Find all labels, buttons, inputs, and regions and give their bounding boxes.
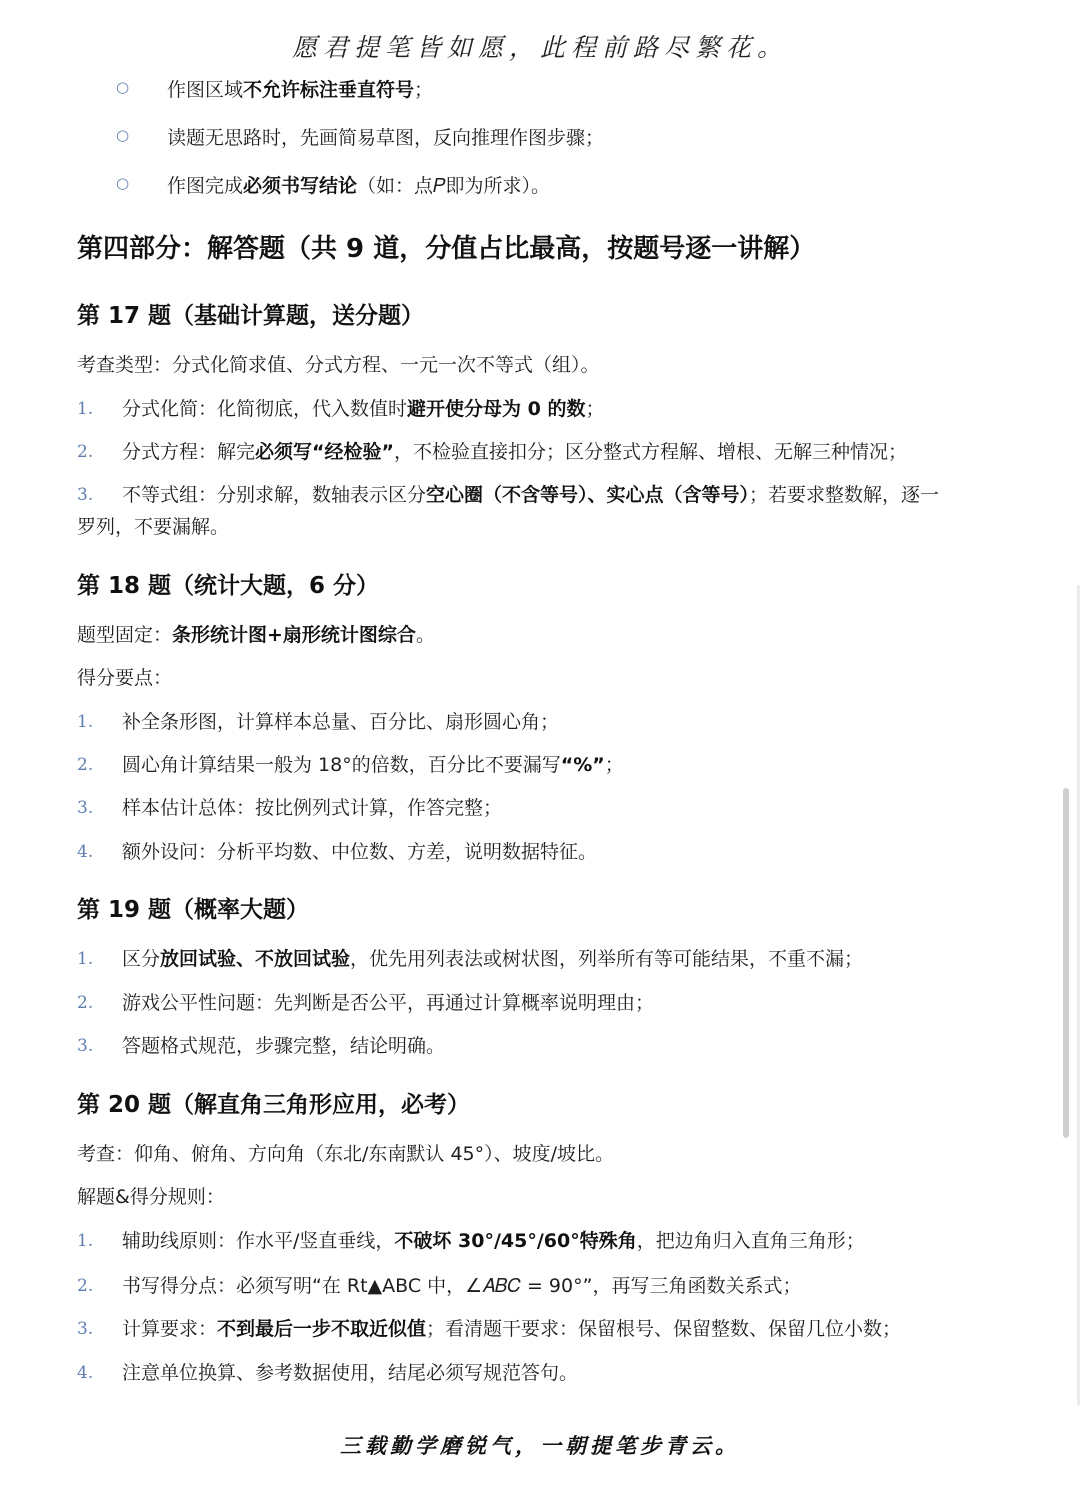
list-item: 圆心角计算结果一般为 18°的倍数，百分比不要漏写“%”；: [122, 754, 624, 776]
list-number: 3.: [77, 485, 94, 505]
bullet-item: 作图完成必须书写结论（如：点𝑃即为所求）。: [167, 175, 550, 197]
hollow-circle-bullet-icon: ○: [116, 126, 130, 144]
list-item: 额外设问：分析平均数、中位数、方差，说明数据特征。: [122, 841, 598, 863]
list-number: 3.: [77, 1319, 94, 1339]
paragraph: 解题&得分规则：: [77, 1186, 225, 1208]
list-number: 2.: [77, 1276, 94, 1296]
list-number: 4.: [77, 1363, 94, 1383]
list-number: 3.: [77, 1036, 94, 1056]
question-heading-18: 第 18 题（统计大题，6 分）: [77, 573, 380, 599]
slogan-top: 愿君提笔皆如愿，此程前路尽繁花。: [291, 33, 788, 62]
question-heading-17: 第 17 题（基础计算题，送分题）: [77, 303, 425, 329]
hollow-circle-bullet-icon: ○: [116, 174, 130, 192]
list-number: 4.: [77, 842, 94, 862]
list-item: 不等式组：分别求解，数轴表示区分空心圈（不含等号）、实心点（含等号）；若要求整数解，逐一: [122, 484, 940, 506]
paragraph: 考查：仰角、俯角、方向角（东北/东南默认 45°）、坡度/坡比。: [77, 1143, 615, 1165]
scrollbar-thumb[interactable]: [1063, 788, 1069, 1138]
paragraph: 得分要点：: [77, 667, 173, 689]
list-item-continuation: 罗列，不要漏解。: [77, 516, 230, 538]
list-item: 游戏公平性问题：先判断是否公平，再通过计算概率说明理由；: [122, 992, 655, 1014]
hollow-circle-bullet-icon: ○: [116, 78, 130, 96]
list-item: 辅助线原则：作水平/竖直垂线，不破坏 30°/45°/60°特殊角，把边角归入直角三角形；: [122, 1230, 865, 1252]
slogan-bottom: 三载勤学磨锐气，一朝提笔步青云。: [340, 1433, 740, 1458]
list-item: 答题格式规范，步骤完整，结论明确。: [122, 1035, 446, 1057]
list-item: 样本估计总体：按比例列式计算，作答完整；: [122, 797, 503, 819]
question-heading-19: 第 19 题（概率大题）: [77, 897, 310, 923]
list-item: 书写得分点：必须写明“在 Rt▲ABC 中，∠𝐴𝐵𝐶 = 90°”，再写三角函数关系式；: [122, 1275, 802, 1297]
list-number: 1.: [77, 1231, 94, 1251]
list-item: 注意单位换算、参考数据使用，结尾必须写规范答句。: [122, 1362, 579, 1384]
bullet-item: 读题无思路时，先画简易草图，反向推理作图步骤；: [167, 127, 605, 149]
question-heading-20: 第 20 题（解直角三角形应用，必考）: [77, 1092, 471, 1118]
bullet-item: 作图区域不允许标注垂直符号；: [167, 79, 434, 101]
list-number: 2.: [77, 442, 94, 462]
list-item: 分式化简：化简彻底，代入数值时避开使分母为 0 的数；: [122, 398, 605, 420]
list-number: 2.: [77, 993, 94, 1013]
paragraph: 考查类型：分式化简求值、分式方程、一元一次不等式（组）。: [77, 354, 600, 376]
list-item: 计算要求：不到最后一步不取近似值；看清题干要求：保留根号、保留整数、保留几位小数；: [122, 1318, 902, 1340]
list-number: 2.: [77, 755, 94, 775]
list-item: 补全条形图，计算样本总量、百分比、扇形圆心角；: [122, 711, 560, 733]
list-number: 1.: [77, 949, 94, 969]
paragraph: 题型固定：条形统计图+扇形统计图综合。: [77, 624, 435, 646]
list-number: 1.: [77, 712, 94, 732]
list-number: 1.: [77, 399, 94, 419]
list-number: 3.: [77, 798, 94, 818]
list-item: 区分放回试验、不放回试验，优先用列表法或树状图，列举所有等可能结果，不重不漏；: [122, 948, 864, 970]
section-heading: 第四部分：解答题（共 9 道，分值占比最高，按题号逐一讲解）: [77, 234, 816, 264]
list-item: 分式方程：解完必须写“经检验”，不检验直接扣分；区分整式方程解、增根、无解三种情况；: [122, 441, 908, 463]
